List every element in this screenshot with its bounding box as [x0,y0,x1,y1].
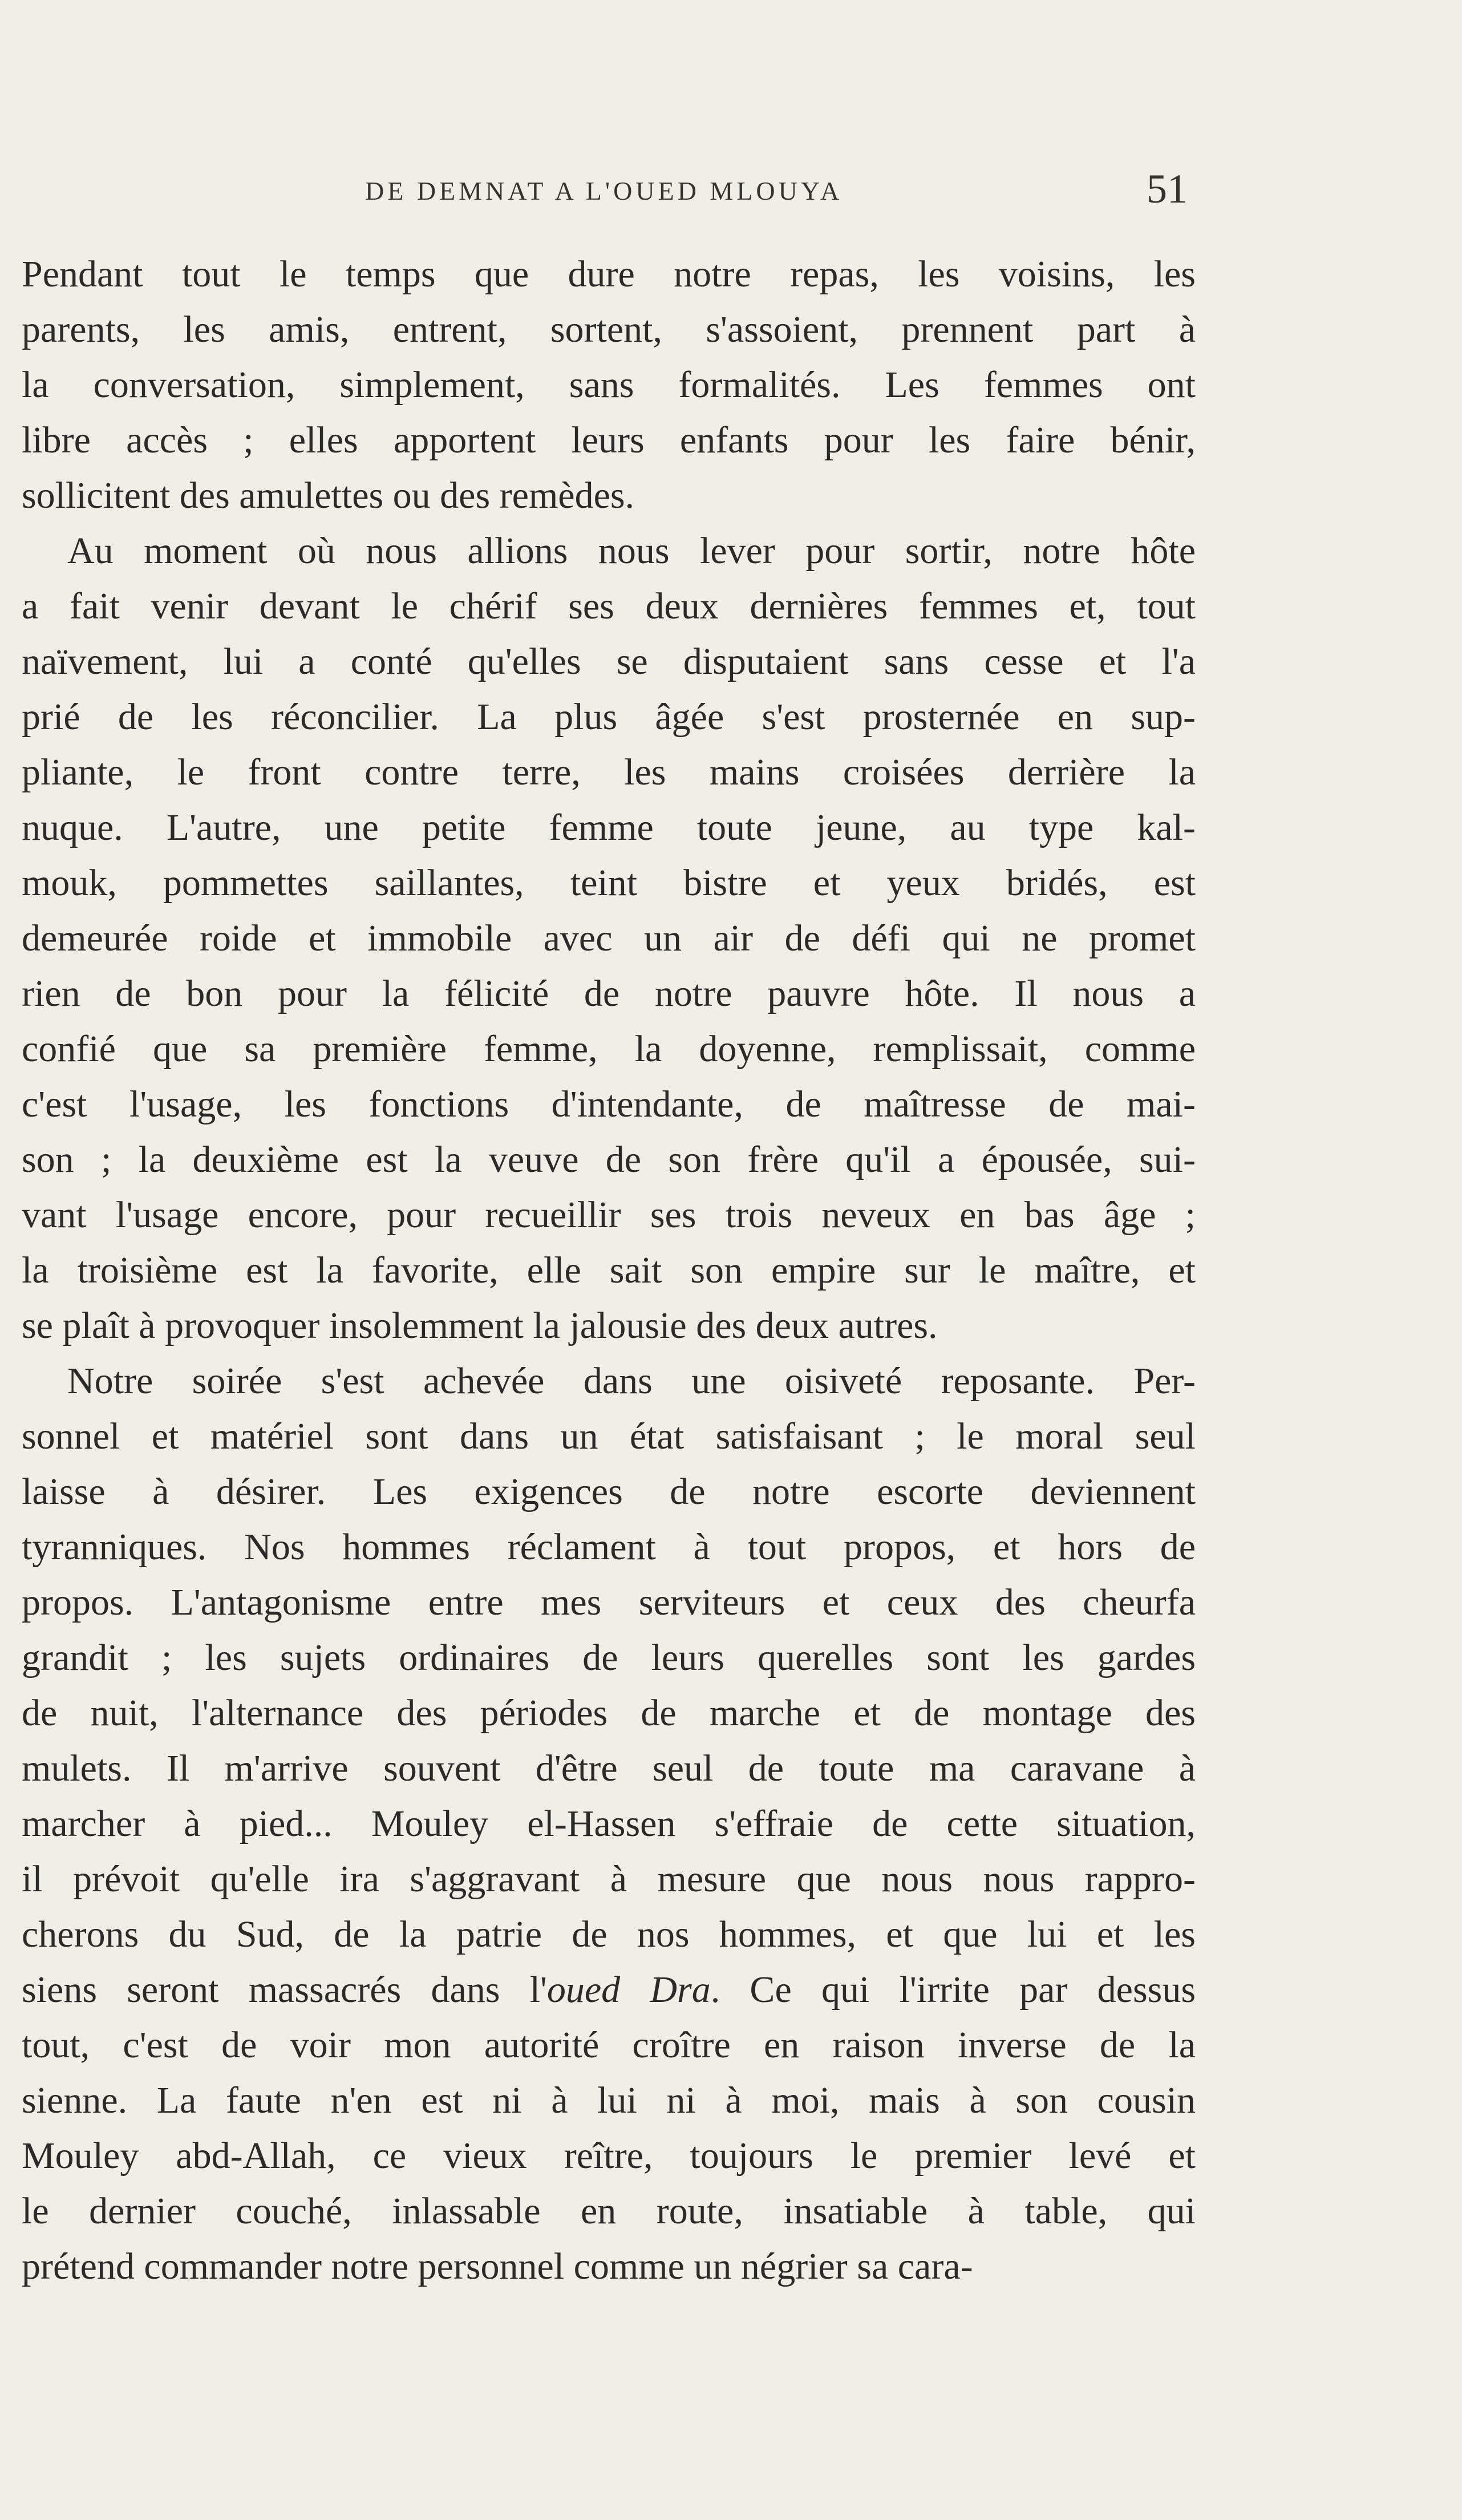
text-line: Mouley abd-Allah, ce vieux reître, toujours le premier levé et [22,2135,1196,2177]
running-title: DE DEMNAT A L'OUED MLOUYA [365,176,843,205]
text-line: sienne. La faute n'en est ni à lui ni à moi, mais à son cousin [22,2080,1196,2121]
text-line: libre accès ; elles apportent leurs enfants pour les faire bénir, [22,419,1196,461]
text-line: se plaît à provoquer insolemment la jalousie des deux autres. [22,1305,938,1346]
text-line: sollicitent des amulettes ou des remèdes. [22,475,635,516]
text-line: parents, les amis, entrent, sortent, s'assoient, prennent part à [22,309,1196,350]
text-line-with-italic [22,1962,1196,2017]
text-segment: . Ce qui l'irrite par dessus [710,1969,1196,2011]
text-line: la conversation, simplement, sans formalités. Les femmes ont [22,364,1196,406]
text-line: mouk, pommettes saillantes, teint bistre et yeux bridés, est [22,862,1196,904]
text-line: il prévoit qu'elle ira s'aggravant à mesure que nous nous rappro- [22,1858,1196,1900]
text-line: cherons du Sud, de la patrie de nos hommes, et que lui et les [22,1914,1196,1955]
text-line: naïvement, lui a conté qu'elles se disputaient sans cesse et l'a [22,641,1196,682]
text-line: sonnel et matériel sont dans un état satisfaisant ; le moral seul [22,1415,1196,1457]
text-line: son ; la deuxième est la veuve de son frère qu'il a épousée, sui- [22,1139,1196,1180]
text-line: le dernier couché, inlassable en route, insatiable à table, qui [22,2190,1196,2232]
text-line: c'est l'usage, les fonctions d'intendante, de maîtresse de mai- [22,1083,1196,1125]
italic-place-name: oued Dra [546,1969,711,2011]
body-text [22,246,1196,2294]
text-line: pliante, le front contre terre, les mains croisées derrière la [22,751,1196,793]
text-line: de nuit, l'alternance des périodes de marche et de montage des [22,1692,1196,1734]
text-line: propos. L'antagonisme entre mes serviteurs et ceux des cheurfa [22,1581,1196,1623]
text-line: laisse à désirer. Les exigences de notre escorte deviennent [22,1471,1196,1512]
page-number: 51 [1147,166,1188,212]
text-line: mulets. Il m'arrive souvent d'être seul de toute ma caravane à [22,1748,1196,1789]
text-line: a fait venir devant le chérif ses deux dernières femmes et, tout [22,585,1196,627]
text-line: Pendant tout le temps que dure notre repas, les voisins, les [22,253,1196,295]
text-line: tout, c'est de voir mon autorité croître en raison inverse de la [22,2024,1196,2066]
text-line: la troisième est la favorite, elle sait son empire sur le maître, et [22,1249,1196,1291]
text-line: nuque. L'autre, une petite femme toute jeune, au type kal- [22,807,1196,848]
running-head [0,165,1462,217]
text-line: vant l'usage encore, pour recueillir ses trois neveux en bas âge ; [22,1194,1196,1236]
text-line: demeurée roide et immobile avec un air de défi qui ne promet [22,917,1196,959]
text-line: tyranniques. Nos hommes réclament à tout propos, et hors de [22,1526,1196,1568]
text-line: rien de bon pour la félicité de notre pauvre hôte. Il nous a [22,973,1196,1014]
text-segment: siens seront massacrés dans l' [22,1969,547,2011]
paragraph-start-line: Notre soirée s'est achevée dans une oisiveté reposante. Per- [67,1360,1196,1402]
text-line: marcher à pied... Mouley el-Hassen s'effraie de cette situation, [22,1803,1196,1845]
text-line: prié de les réconcilier. La plus âgée s'est prosternée en sup- [22,696,1196,738]
text-line: confié que sa première femme, la doyenne, remplissait, comme [22,1028,1196,1070]
text-line: prétend commander notre personnel comme un négrier sa cara- [22,2246,973,2287]
text-line: grandit ; les sujets ordinaires de leurs querelles sont les gardes [22,1637,1196,1678]
paragraph-start-line: Au moment où nous allions nous lever pour sortir, notre hôte [67,530,1196,572]
